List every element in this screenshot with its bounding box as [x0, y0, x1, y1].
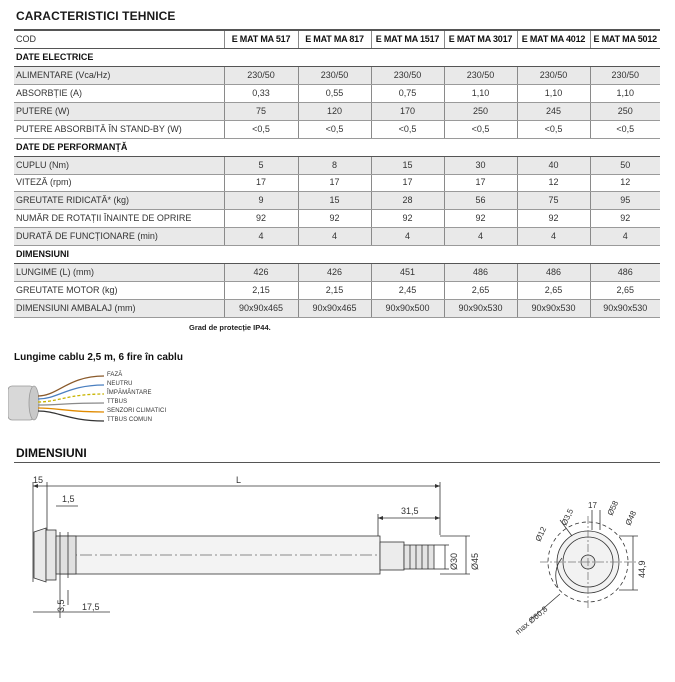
table-cell: 95	[590, 192, 660, 210]
title-rule	[14, 29, 660, 30]
table-cell: 17	[444, 174, 517, 192]
table-cell: 4	[298, 228, 371, 246]
table-cell: 30	[444, 156, 517, 174]
table-cell: 426	[298, 264, 371, 282]
section-row	[14, 246, 660, 264]
dim-d3-5: Ø3,5	[559, 507, 576, 527]
table-cell: 1,10	[517, 84, 590, 102]
table-cell: <0,5	[298, 120, 371, 138]
row-label: ALIMENTARE (Vca/Hz)	[14, 66, 224, 84]
dim-d45: Ø45	[470, 552, 480, 570]
table-row	[14, 120, 660, 138]
table-cell: 0,33	[224, 84, 298, 102]
section-title: DIMENSIUNI	[14, 246, 660, 264]
table-cell: 4	[371, 228, 444, 246]
row-label: ABSORBȚIE (A)	[14, 84, 224, 102]
row-label: NUMĂR DE ROTAȚII ÎNAINTE DE OPRIRE	[14, 210, 224, 228]
table-cell: 92	[224, 210, 298, 228]
table-cell: 17	[224, 174, 298, 192]
row-label: LUNGIME (L) (mm)	[14, 264, 224, 282]
protection-note: Grad de protecție IP44.	[189, 323, 271, 332]
model-header: E MAT MA 5012	[590, 31, 660, 49]
table-cell: 12	[590, 174, 660, 192]
wire	[38, 403, 104, 405]
row-label: GREUTATE RIDICATĂ* (kg)	[14, 192, 224, 210]
table-row	[14, 210, 660, 228]
table-cell: <0,5	[517, 120, 590, 138]
wire-label: SENZORI CLIMATICI	[107, 408, 167, 414]
table-cell: 75	[517, 192, 590, 210]
table-cell: 2,15	[224, 282, 298, 300]
row-label: GREUTATE MOTOR (kg)	[14, 282, 224, 300]
model-header: E MAT MA 3017	[444, 31, 517, 49]
table-cell: 486	[590, 264, 660, 282]
row-label: DIMENSIUNI AMBALAJ (mm)	[14, 300, 224, 318]
table-cell: 486	[444, 264, 517, 282]
row-label: VITEZĂ (rpm)	[14, 174, 224, 192]
table-cell: 90x90x530	[444, 300, 517, 318]
table-cell: 1,10	[590, 84, 660, 102]
table-cell: 2,65	[590, 282, 660, 300]
table-row	[14, 192, 660, 210]
motor-end-drawing	[500, 480, 675, 640]
table-cell: 90x90x465	[224, 300, 298, 318]
section-row	[14, 138, 660, 156]
wire-label: ÎMPĂMÂNTARE	[107, 390, 152, 396]
table-cell: 8	[298, 156, 371, 174]
section-title: DATE DE PERFORMANȚĂ	[14, 138, 660, 156]
dim-17-5: 17,5	[82, 602, 100, 612]
table-cell: 56	[444, 192, 517, 210]
table-cell: 92	[590, 210, 660, 228]
motor-side-drawing	[0, 470, 480, 630]
section-title-dimensions: DIMENSIUNI	[16, 446, 87, 460]
model-header: E MAT MA 817	[298, 31, 371, 49]
table-cell: 4	[224, 228, 298, 246]
table-cell: 230/50	[224, 66, 298, 84]
table-cell: 250	[590, 102, 660, 120]
row-label: CUPLU (Nm)	[14, 156, 224, 174]
table-cell: 92	[298, 210, 371, 228]
spec-table	[14, 30, 660, 318]
dim-44-9: 44,9	[637, 560, 647, 578]
dimensions-rule	[14, 462, 660, 463]
section-row	[14, 48, 660, 66]
table-row	[14, 84, 660, 102]
row-label: DURATĂ DE FUNCȚIONARE (min)	[14, 228, 224, 246]
table-cell: 2,65	[517, 282, 590, 300]
table-cell: 2,45	[371, 282, 444, 300]
model-header: E MAT MA 517	[224, 31, 298, 49]
table-cell: 230/50	[444, 66, 517, 84]
table-cell: 9	[224, 192, 298, 210]
table-cell: 15	[371, 156, 444, 174]
table-cell: <0,5	[224, 120, 298, 138]
wire-label: FAZĂ	[107, 372, 123, 378]
table-cell: 17	[298, 174, 371, 192]
table-cell: 90x90x530	[590, 300, 660, 318]
table-cell: 90x90x530	[517, 300, 590, 318]
dim-d58: Ø58	[605, 499, 621, 517]
table-cell: 15	[298, 192, 371, 210]
dim-d12: Ø12	[533, 525, 549, 543]
dim-1-5: 1,5	[62, 494, 75, 504]
table-cell: 17	[371, 174, 444, 192]
wire-label: NEUTRU	[107, 381, 133, 387]
table-cell: 245	[517, 102, 590, 120]
table-cell: 0,55	[298, 84, 371, 102]
table-cell: 12	[517, 174, 590, 192]
wire-label: TTBUS	[107, 399, 128, 405]
table-cell: 230/50	[298, 66, 371, 84]
dim-d30: Ø30	[449, 552, 459, 570]
dim-3-5: 3,5	[56, 599, 66, 612]
header-label: COD	[14, 31, 224, 49]
model-header: E MAT MA 4012	[517, 31, 590, 49]
table-row	[14, 264, 660, 282]
row-label: PUTERE (W)	[14, 102, 224, 120]
table-cell: 230/50	[517, 66, 590, 84]
table-cell: 1,10	[444, 84, 517, 102]
table-cell: 92	[371, 210, 444, 228]
table-cell: 40	[517, 156, 590, 174]
section-title: DATE ELECTRICE	[14, 48, 660, 66]
table-cell: 250	[444, 102, 517, 120]
wire	[38, 385, 104, 399]
table-cell: 0,75	[371, 84, 444, 102]
table-cell: 4	[517, 228, 590, 246]
dim-17: 17	[588, 501, 597, 510]
table-cell: 90x90x465	[298, 300, 371, 318]
table-cell: 230/50	[371, 66, 444, 84]
cable-end	[29, 386, 39, 420]
table-cell: 28	[371, 192, 444, 210]
cable-title: Lungime cablu 2,5 m, 6 fire în cablu	[14, 352, 183, 363]
table-cell: 92	[517, 210, 590, 228]
model-header: E MAT MA 1517	[371, 31, 444, 49]
table-cell: 2,15	[298, 282, 371, 300]
table-row	[14, 156, 660, 174]
table-cell: 4	[590, 228, 660, 246]
table-row	[14, 66, 660, 84]
table-cell: 5	[224, 156, 298, 174]
row-label: PUTERE ABSORBITĂ ÎN STAND-BY (W)	[14, 120, 224, 138]
dim-31-5: 31,5	[401, 506, 419, 516]
dim-L: L	[236, 475, 242, 485]
table-header-row	[14, 31, 660, 49]
table-cell: 92	[444, 210, 517, 228]
table-cell: <0,5	[371, 120, 444, 138]
dim-d48: Ø48	[623, 509, 639, 527]
table-row	[14, 282, 660, 300]
table-cell: 50	[590, 156, 660, 174]
table-cell: 451	[371, 264, 444, 282]
table-row	[14, 300, 660, 318]
table-row	[14, 102, 660, 120]
table-cell: 90x90x500	[371, 300, 444, 318]
cable-diagram	[8, 370, 188, 436]
table-cell: 170	[371, 102, 444, 120]
table-row	[14, 228, 660, 246]
table-cell: 120	[298, 102, 371, 120]
table-cell: 426	[224, 264, 298, 282]
table-cell: 4	[444, 228, 517, 246]
dim-15: 15	[33, 475, 44, 485]
table-cell: 2,65	[444, 282, 517, 300]
wire-label: TTBUS COMUN	[107, 417, 153, 423]
table-row	[14, 174, 660, 192]
table-cell: 486	[517, 264, 590, 282]
dim-max-d60-8: max Ø60,8	[513, 604, 550, 637]
table-cell: 230/50	[590, 66, 660, 84]
table-cell: <0,5	[590, 120, 660, 138]
table-cell: <0,5	[444, 120, 517, 138]
table-cell: 75	[224, 102, 298, 120]
section-title-tech: CARACTERISTICI TEHNICE	[16, 9, 176, 23]
